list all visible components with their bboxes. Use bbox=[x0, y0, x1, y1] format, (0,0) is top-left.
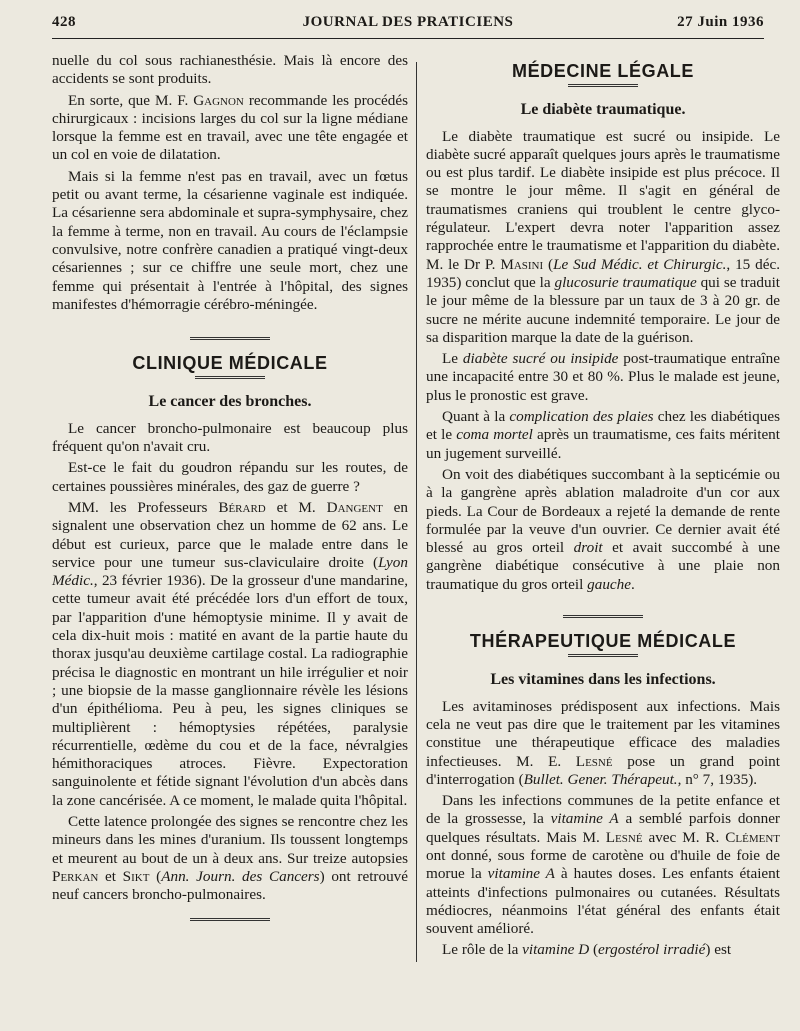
paragraph: Mais si la femme n'est pas en travail, avec un fœtus petit ou avant terme, la césarienne vaginale est indiquée. La césarienne sera abdominale et supra-symphysaire, chez la femme à terme, non en travail. Au cours de l'éclampsie convulsive, notre confrère canadien a pratiqué vingt-deux césariennes ; sur ce chiffre une seule mort, chez une femme qui présentait à l'entrée à l'hôpital, des signes manifestes d'hémorragie cérébro-méningée. bbox=[52, 167, 408, 313]
section-rule bbox=[568, 654, 638, 659]
section-rule bbox=[568, 84, 638, 89]
journal-title: JOURNAL DES PRATICIENS bbox=[302, 14, 514, 30]
right-column bbox=[426, 52, 780, 963]
header-rule bbox=[52, 38, 764, 39]
page-number: 428 bbox=[52, 14, 76, 30]
paragraph: MM. les Professeurs Bérard et M. Dangent en signalent une observation chez un homme de 62 ans. Le début est curieux, parce que le malade entre dans le service pour une tumeur sus-claviculaire droite (Lyon Médic., 23 février 1936). De la grosseur d'une mandarine, cette tumeur avait été précédée lors d'un effort de toux, par l'apparition d'une hémoptysie minime. Il y avait de cela dix-huit mois : matité en avant de la partie haute du thorax jusqu'au deuxième cartilage costal. La radiographie précisa le diagnostic en montrant un hile irrégulier et noir ; une biopsie de la masse ganglionnaire révèle les lésions d'un épithélioma. Peu à peu, les signes cliniques se multiplièrent : hémoptysies répétées, paralysie récurrentielle, œdème du cou et de la face, névralgies hémithoraciques atroces. Fièvre. Expectoration sanguinolente et fétide signant l'évolution d'un abcès dans la zone cancérisée. A ce moment, le malade quita l'hôpital. bbox=[52, 498, 408, 809]
paragraph: Cette latence prolongée des signes se rencontre chez les mineurs dans les mines d'uranium. Ils toussent longtemps et meurent au bout de un à deux ans. Sur treize autopsies Perkan et Sikt (Ann. Journ. des Cancers) ont retrouvé neuf cancers broncho-pulmonaires. bbox=[52, 812, 409, 904]
paragraph: On voit des diabétiques succombant à la septicémie ou à la gangrène après ablation maladroite d'un cor aux pieds. La Cour de Bordeaux a rejeté la demande de rente formulée par la veuve d'un ouvrier. Ce dernier avait été blessé au gros orteil droit et avait succombé à une gangrène diabétique consécutive à une plaie non traumatique du gros orteil gauche. bbox=[426, 465, 780, 593]
article-title: Le diabète traumatique. bbox=[520, 101, 686, 119]
section-rule bbox=[563, 615, 643, 620]
paragraph: Dans les infections communes de la petite enfance et de la grossesse, la vitamine A a semblé parfois donner quelques résultats. Mais M. Lesné avec M. R. Clément ont donné, sous forme de carotène ou d'huile de foie de morue la vitamine A à hautes doses. Les enfants étaient atteints d'infections pulmonaires ou cutanées. Résultats médiocres, néanmoins l'état général des enfants était souvent amélioré. bbox=[426, 792, 781, 938]
column-divider bbox=[416, 62, 417, 962]
article-title: Le cancer des bronches. bbox=[148, 393, 312, 411]
section-rule bbox=[195, 376, 265, 381]
section-rule bbox=[190, 337, 270, 342]
paragraph: Quant à la complication des plaies chez les diabétiques et le coma mortel après un traumatisme, ces faits méritent un jugement surveillé. bbox=[426, 408, 780, 462]
section-title-clinique: CLINIQUE MÉDICALE bbox=[132, 353, 328, 374]
paragraph: Le diabète traumatique est sucré ou insipide. Le diabète sucré apparaît quelques jours après le traumatisme ou est plus tardif. Le diabète insipide est plus précoce. Il se montre le jour même. Il s'agit en général de traumatismes craniens qui troublent le centre glyco-régulateur. L'expert devra noter l'apparition assez rapprochée entre le traumatisme et l'apparition du diabète. M. le Dr P. Masini (Le Sud Médic. et Chirurgic., 15 déc. 1935) conclut que la glucosurie traumatique qui se traduit le jour même de la blessure par un taux de 3 à 20 gr. de sucre ne mérite aucune indemnité temporaire. Le jour de sa disparition marque la date de la guérison. bbox=[426, 127, 781, 346]
end-rule bbox=[190, 918, 270, 923]
paragraph: Les avitaminoses prédisposent aux infections. Mais cela ne veut pas dire que le traitement par les vitamines constitue une thérapeutique efficace des maladies infectieuses. M. E. Lesné pose un grand point d'interrogation (Bullet. Gener. Thérapeut., n° 7, 1935). bbox=[426, 697, 780, 788]
section-title-therapeutique: THÉRAPEUTIQUE MÉDICALE bbox=[469, 631, 737, 652]
article-title: Les vitamines dans les infections. bbox=[490, 671, 716, 689]
left-column bbox=[52, 52, 408, 923]
paragraph: Le diabète sucré ou insipide post-traumatique entraîne une incapacité entre 30 et 80 %. Plus le malade est jeune, plus le pronostic est grave. bbox=[426, 350, 780, 404]
paragraph: Le cancer broncho-pulmonaire est beaucoup plus fréquent qu'on n'avait cru. bbox=[52, 419, 408, 456]
section-title-medecine-legale: MÉDECINE LÉGALE bbox=[511, 61, 694, 81]
paragraph: nuelle du col sous rachianesthésie. Mais là encore des accidents se sont produits. bbox=[52, 52, 408, 88]
paragraph: Est-ce le fait du goudron répandu sur les routes, de certaines poussières minérales, des gaz de guerre ? bbox=[52, 459, 408, 495]
paragraph: Le rôle de la vitamine D (ergostérol irradié) est bbox=[442, 941, 732, 959]
running-header bbox=[52, 14, 764, 40]
issue-date: 27 Juin 1936 bbox=[677, 14, 764, 30]
paragraph: En sorte, que M. F. Gagnon recommande les procédés chirurgicaux : incisions larges du col sur la ligne médiane lorsque la femme est en travail, avec une tête engagée et un col en voie de dilatation. bbox=[52, 91, 408, 164]
